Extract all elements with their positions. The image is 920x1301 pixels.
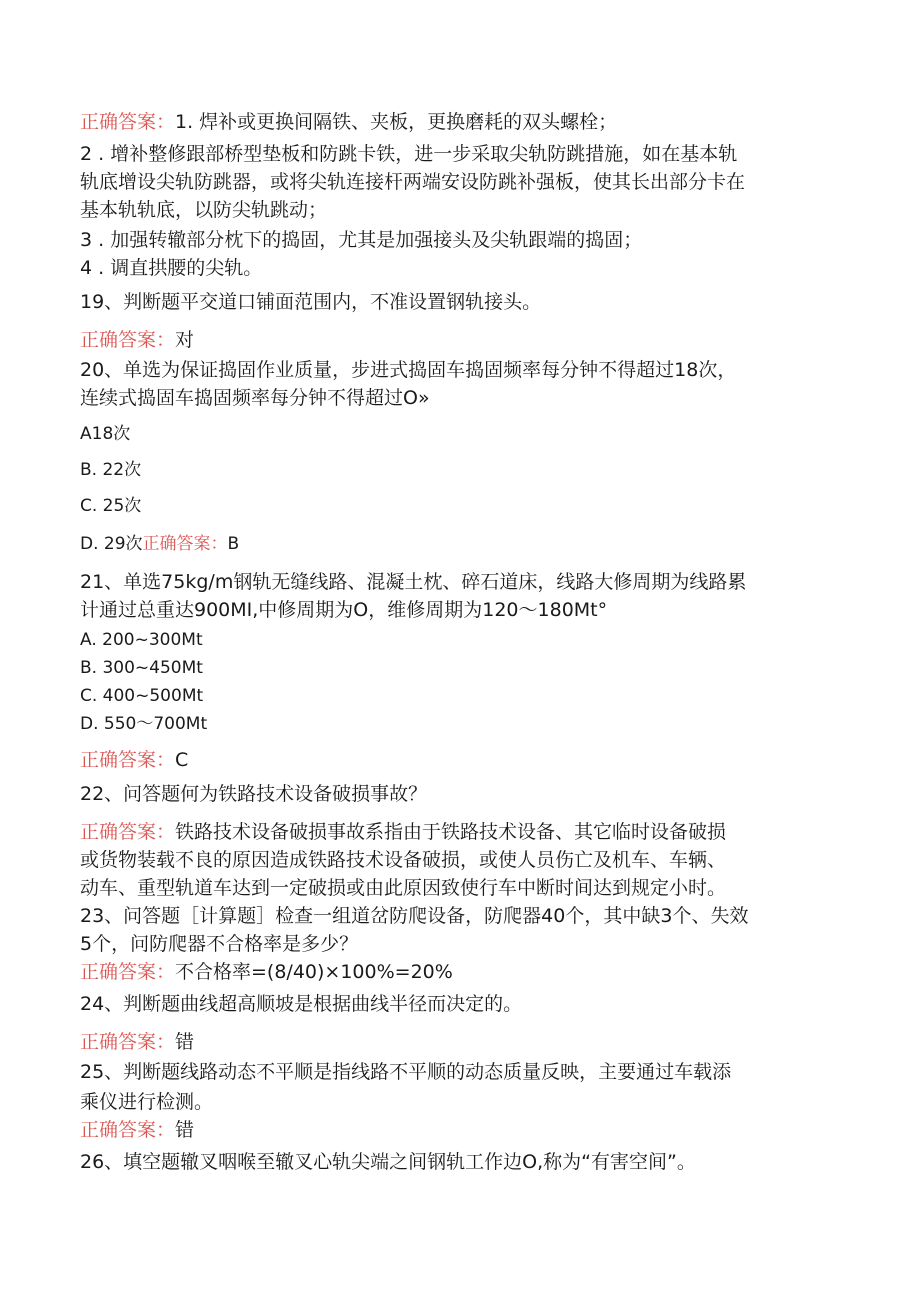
answer-label: 正确答案： bbox=[80, 111, 176, 133]
text-line: 动车、重型轨道车达到一定破损或由此原因致使行车中断时间达到规定小时。 bbox=[80, 877, 727, 899]
question-25: 25、判断题线路动态不平顺是指线路不平顺的动态质量反映，主要通过车载添 bbox=[80, 1061, 732, 1083]
text-line: 5个，问防爬器不合格率是多少？ bbox=[80, 933, 359, 955]
option-d: D. 29次 bbox=[80, 534, 143, 554]
answer-value: 铁路技术设备破损事故系指由于铁路技术设备、其它临时设备破损 bbox=[175, 821, 727, 843]
text-line: 4 . 调直拱腰的尖轨。 bbox=[80, 257, 263, 279]
question-20: 20、单选为保证捣固作业质量，步进式捣固车捣固频率每分钟不得超过18次， bbox=[80, 359, 737, 381]
answer-label: 正确答案： bbox=[80, 1119, 176, 1141]
answer-line bbox=[80, 1030, 194, 1054]
text-line: 连续式捣固车捣固频率每分钟不得超过O» bbox=[80, 387, 430, 409]
answer-label: 正确答案： bbox=[142, 534, 228, 554]
question-24: 24、判断题曲线超高顺坡是根据曲线半径而决定的。 bbox=[80, 993, 523, 1015]
option-a: A18次 bbox=[80, 424, 131, 444]
text-line: 3 . 加强转辙部分枕下的捣固，尤其是加强接头及尖轨跟端的捣固； bbox=[80, 229, 643, 251]
answer-value: 不合格率=(8/40)×100%=20% bbox=[175, 961, 453, 983]
answer-line bbox=[80, 1118, 194, 1142]
answer-label: 正确答案： bbox=[80, 821, 176, 843]
answer-value: 对 bbox=[175, 329, 195, 351]
answer-value: 1. 焊补或更换间隔铁、夹板，更换磨耗的双头螺栓； bbox=[175, 111, 618, 133]
answer-line bbox=[80, 328, 194, 352]
answer-label: 正确答案： bbox=[80, 749, 176, 771]
text-line: 轨底增设尖轨防跳器，或将尖轨连接杆两端安设防跳补强板，使其长出部分卡在 bbox=[80, 171, 746, 193]
answer-line bbox=[80, 748, 188, 772]
answer-value: C bbox=[175, 749, 189, 771]
option-b: B. 22次 bbox=[80, 460, 142, 480]
answer-label: 正确答案： bbox=[80, 1031, 176, 1053]
question-23: 23、问答题［计算题］检查一组道岔防爬设备，防爬器40个，其中缺3个、失效 bbox=[80, 905, 749, 927]
answer-value: B bbox=[227, 534, 240, 554]
question-19: 19、判断题平交道口铺面范围内，不准设置钢轨接头。 bbox=[80, 291, 542, 313]
question-21: 21、单选75kg∕m钢轨无缝线路、混凝土枕、碎石道床，线路大修周期为线路累 bbox=[80, 571, 747, 593]
answer-label: 正确答案： bbox=[80, 329, 176, 351]
option-a: A. 200~300Mt bbox=[80, 630, 203, 650]
answer-value: 错 bbox=[175, 1031, 195, 1053]
option-d: D. 550～700Mt bbox=[80, 714, 208, 734]
option-c: C. 25次 bbox=[80, 496, 142, 516]
text-line: 计通过总重达900MI,中修周期为O，维修周期为120～180Mt° bbox=[80, 599, 608, 621]
answer-line bbox=[80, 960, 453, 984]
option-d-answer bbox=[80, 532, 239, 556]
option-b: B. 300~450Mt bbox=[80, 658, 203, 678]
text-line: 或货物装载不良的原因造成铁路技术设备破损，或使人员伤亡及机车、车辆、 bbox=[80, 849, 727, 871]
answer-label: 正确答案： bbox=[80, 961, 176, 983]
text-line: 2 . 增补整修跟部桥型垫板和防跳卡铁，进一步采取尖轨防跳措施，如在基本轨 bbox=[80, 143, 738, 165]
answer-line bbox=[80, 110, 617, 134]
text-line: 基本轨轨底，以防尖轨跳动； bbox=[80, 199, 328, 221]
text-line: 乘仪进行检测。 bbox=[80, 1091, 214, 1113]
question-22: 22、问答题何为铁路技术设备破损事故？ bbox=[80, 783, 428, 805]
question-26: 26、填空题辙叉咽喉至辙叉心轨尖端之间钢轨工作边O,称为“有害空间”。 bbox=[80, 1151, 696, 1173]
answer-value: 错 bbox=[175, 1119, 195, 1141]
answer-line bbox=[80, 820, 726, 844]
option-c: C. 400~500Mt bbox=[80, 686, 204, 706]
